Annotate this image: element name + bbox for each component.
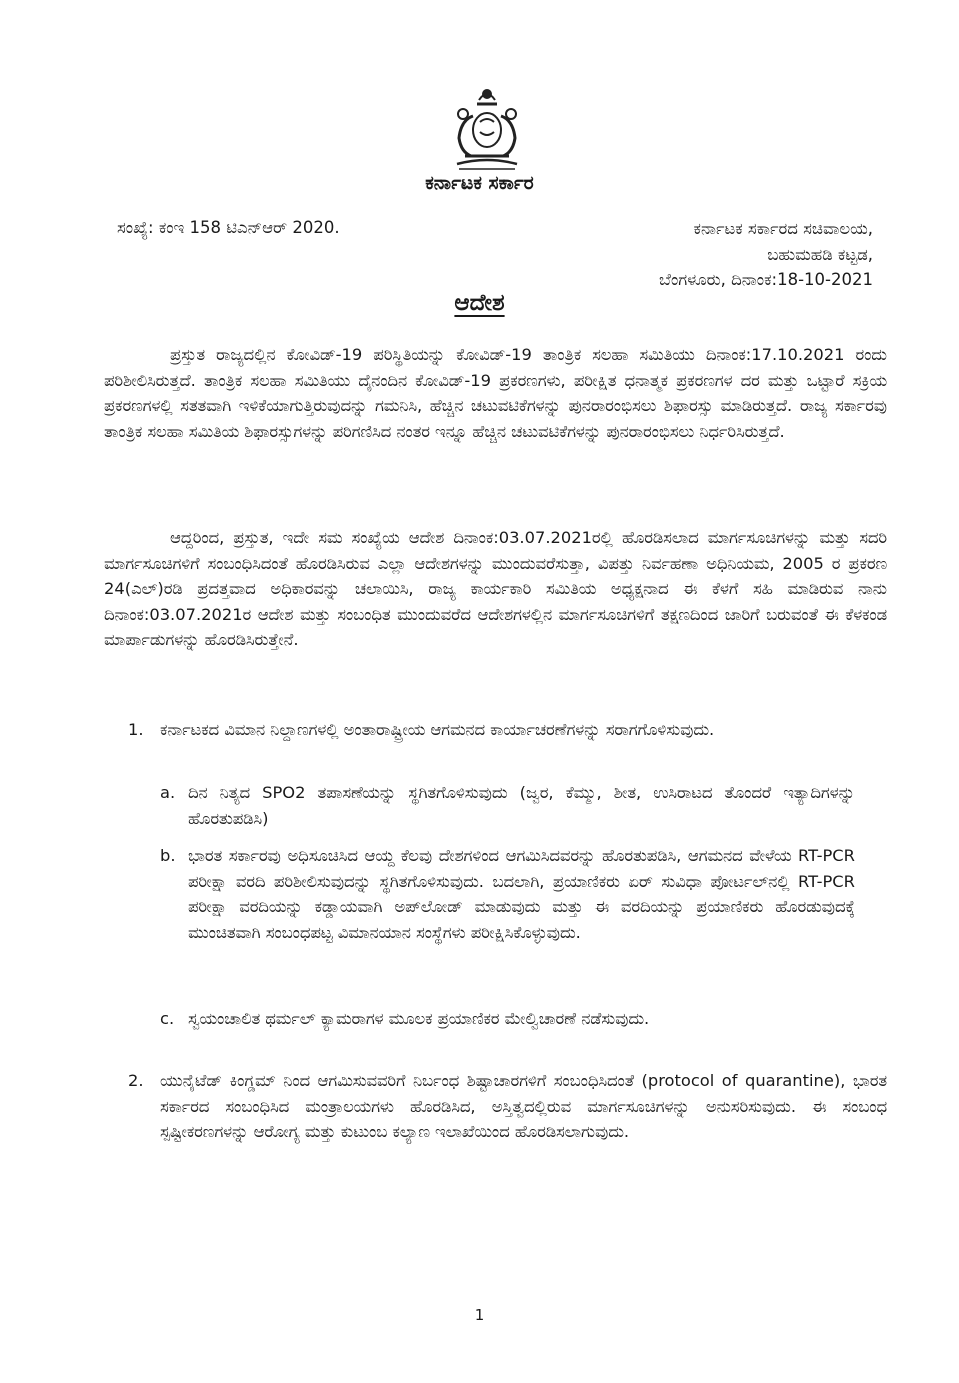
address-line: ಕರ್ನಾಟಕ ಸರ್ಕಾರದ ಸಚಿವಾಲಯ, (693, 219, 873, 238)
sub-item: ಸ್ವಯಂಚಾಲಿತ ಥರ್ಮಲ್ ಕ್ಯಾಮರಾಗಳ ಮೂಲಕ ಪ್ರಯಾಣಿಕರ ಮೇಲ್ವಿಚಾರಣೆ ನಡೆಸುವುದು. (188, 1009, 650, 1028)
address-line: ಬಹುಮಹಡಿ ಕಟ್ಟಡ, (767, 244, 873, 264)
sub-item: ದಿನ ನಿತ್ಯದ SPO2 ತಪಾಸಣೆಯನ್ನು ಸ್ಥಗಿತಗೊಳಿಸುವುದು (ಜ್ವರ, ಕೆಮ್ಮು, ಶೀತ, ಉಸಿರಾಟದ ತೊಂದರೆ ಇತ್ಯಾದಿಗಳನ್ನು ಹೊರತುಪಡಿಸಿ) (188, 783, 855, 828)
reference-number: ಸಂಖ್ಯೆ: ಕಂಇ 158 ಟಿಎನ್ಆರ್ 2020. (117, 218, 340, 237)
list-item: ಕರ್ನಾಟಕದ ವಿಮಾನ ನಿಲ್ದಾಣಗಳಲ್ಲಿ ಅಂತಾರಾಷ್ಟ್ರೀಯ ಆಗಮನದ ಕಾರ್ಯಾಚರಣೆಗಳನ್ನು ಸರಾಗಗೊಳಿಸುವುದು. (160, 720, 715, 739)
item-number: 2. (128, 1071, 144, 1090)
list-item: ಯುನೈಟೆಡ್ ಕಿಂಗ್ಡಮ್ ನಿಂದ ಆಗಮಿಸುವವರಿಗೆ ನಿರ್ಬಂಧ ಶಿಷ್ಟಾಚಾರಗಳಿಗೆ ಸಂಬಂಧಿಸಿದಂತೆ (protocol of quarantine), ಭಾರತ ಸರ್ಕಾರದ ಸಂಬಂಧಿಸಿದ ಮಂತ್ರಾಲಯಗಳು ಹೊರಡಿಸಿದ, ಅಸ್ತಿತ್ವದಲ್ಲಿರುವ ಮಾರ್ಗಸೂಚಿಗಳನ್ನು ಅನುಸರಿಸುವುದು. ಈ ಸಂಬಂಧ ಸ್ಪಷ್ಟೀಕರಣಗಳನ್ನು ಆರೋಗ್ಯ ಮತ್ತು ಕುಟುಂಬ ಕಲ್ಯಾಣ ಇಲಾಖೆಯಿಂದ ಹೊರಡಿಸಲಾಗುವುದು. (160, 1071, 887, 1142)
address-date-line: ಬೆಂಗಳೂರು, ದಿನಾಂಕ:18-10-2021 (659, 270, 873, 289)
state-emblem-icon (449, 86, 525, 172)
government-name: ಕರ್ನಾಟಕ ಸರ್ಕಾರ (425, 172, 534, 194)
paragraph-order: ಆದ್ದರಿಂದ, ಪ್ರಸ್ತುತ, ಇದೇ ಸಮ ಸಂಖ್ಯೆಯ ಆದೇಶ ದಿನಾಂಕ:03.07.2021ರಲ್ಲಿ ಹೊರಡಿಸಲಾದ ಮಾರ್ಗಸೂಚಿಗಳನ್ನು ಮತ್ತು ಸದರಿ ಮಾರ್ಗಸೂಚಿಗಳಿಗೆ ಸಂಬಂಧಿಸಿದಂತೆ ಹೊರಡಿಸಿರುವ ಎಲ್ಲಾ ಆದೇಶಗಳನ್ನು ಮುಂದುವರೆಸುತ್ತಾ, ವಿಪತ್ತು ನಿರ್ವಹಣಾ ಅಧಿನಿಯಮ, 2005 ರ ಪ್ರಕರಣ 24(ಎಲ್)ರಡಿ ಪ್ರದತ್ತವಾದ ಅಧಿಕಾರವನ್ನು ಚಲಾಯಿಸಿ, ರಾಜ್ಯ ಕಾರ್ಯಕಾರಿ ಸಮಿತಿಯ ಅಧ್ಯಕ್ಷನಾದ ಈ ಕೆಳಗೆ ಸಹಿ ಮಾಡಿರುವ ನಾನು ದಿನಾಂಕ:03.07.2021ರ ಆದೇಶ ಮತ್ತು ಸಂಬಂಧಿತ ಮುಂದುವರೆದ ಆದೇಶಗಳಲ್ಲಿನ ಮಾರ್ಗಸೂಚಿಗಳಿಗೆ ತಕ್ಷಣದಿಂದ ಜಾರಿಗೆ ಬರುವಂತೆ ಈ ಕೆಳಕಂಡ ಮಾರ್ಪಾಡುಗಳನ್ನು ಹೊರಡಿಸಿರುತ್ತೇನೆ. (104, 528, 887, 650)
order-title (0, 290, 959, 316)
paragraph-intro: ಪ್ರಸ್ತುತ ರಾಜ್ಯದಲ್ಲಿನ ಕೋವಿಡ್-19 ಪರಿಸ್ಥಿತಿಯನ್ನು ಕೋವಿಡ್-19 ತಾಂತ್ರಿಕ ಸಲಹಾ ಸಮಿತಿಯು ದಿನಾಂಕ:17.10.2021 ರಂದು ಪರಿಶೀಲಿಸಿರುತ್ತದೆ. ತಾಂತ್ರಿಕ ಸಲಹಾ ಸಮಿತಿಯು ದೈನಂದಿನ ಕೋವಿಡ್-19 ಪ್ರಕರಣಗಳು, ಪರೀಕ್ಷಿತ ಧನಾತ್ಮಕ ಪ್ರಕರಣಗಳ ದರ ಮತ್ತು ಒಟ್ಟಾರೆ ಸಕ್ರಿಯ ಪ್ರಕರಣಗಳಲ್ಲಿ ಸತತವಾಗಿ ಇಳಿಕೆಯಾಗುತ್ತಿರುವುದನ್ನು ಗಮನಿಸಿ, ಹೆಚ್ಚಿನ ಚಟುವಟಿಕೆಗಳನ್ನು ಪುನರಾರಂಭಿಸಲು ಶಿಫಾರಸ್ಸು ಮಾಡಿರುತ್ತದೆ. ರಾಜ್ಯ ಸರ್ಕಾರವು ತಾಂತ್ರಿಕ ಸಲಹಾ ಸಮಿತಿಯ ಶಿಫಾರಸ್ಸುಗಳನ್ನು ಪರಿಗಣಿಸಿದ ನಂತರ ಇನ್ನೂ ಹೆಚ್ಚಿನ ಚಟುವಟಿಕೆಗಳನ್ನು ಪುನರಾರಂಭಿಸಲು ನಿರ್ಧರಿಸಿರುತ್ತದೆ. (104, 345, 887, 441)
office-address (659, 216, 873, 293)
sub-item-label: a. (160, 783, 176, 802)
order-title-text: ಆದೇಶ (454, 290, 505, 316)
sub-item: ಭಾರತ ಸರ್ಕಾರವು ಅಧಿಸೂಚಿಸಿದ ಆಯ್ದ ಕೆಲವು ದೇಶಗಳಿಂದ ಆಗಮಿಸಿದವರನ್ನು ಹೊರತುಪಡಿಸಿ, ಆಗಮನದ ವೇಳೆಯ RT-PCR ಪರೀಕ್ಷಾ ವರದಿ ಪರಿಶೀಲಿಸುವುದನ್ನು ಸ್ಥಗಿತಗೊಳಿಸುವುದು. ಬದಲಾಗಿ, ಪ್ರಯಾಣಿಕರು ಏರ್ ಸುವಿಧಾ ಪೋರ್ಟಲ್‌ನಲ್ಲಿ RT-PCR ಪರೀಕ್ಷಾ ವರದಿಯನ್ನು ಕಡ್ಡಾಯವಾಗಿ ಅಪ್‌ಲೋಡ್ ಮಾಡುವುದು ಮತ್ತು ಈ ವರದಿಯನ್ನು ಪ್ರಯಾಣಿಕರು ಹೊರಡುವುದಕ್ಕೆ ಮುಂಚಿತವಾಗಿ ಸಂಬಂಧಪಟ್ಟ ವಿಮಾನಯಾನ ಸಂಸ್ಥೆಗಳು ಪರೀಕ್ಷಿಸಿಕೊಳ್ಳುವುದು. (188, 846, 855, 942)
item-number: 1. (128, 720, 144, 739)
sub-item-label: c. (160, 1009, 175, 1028)
sub-item-label: b. (160, 846, 176, 865)
page-number: 1 (474, 1306, 485, 1324)
